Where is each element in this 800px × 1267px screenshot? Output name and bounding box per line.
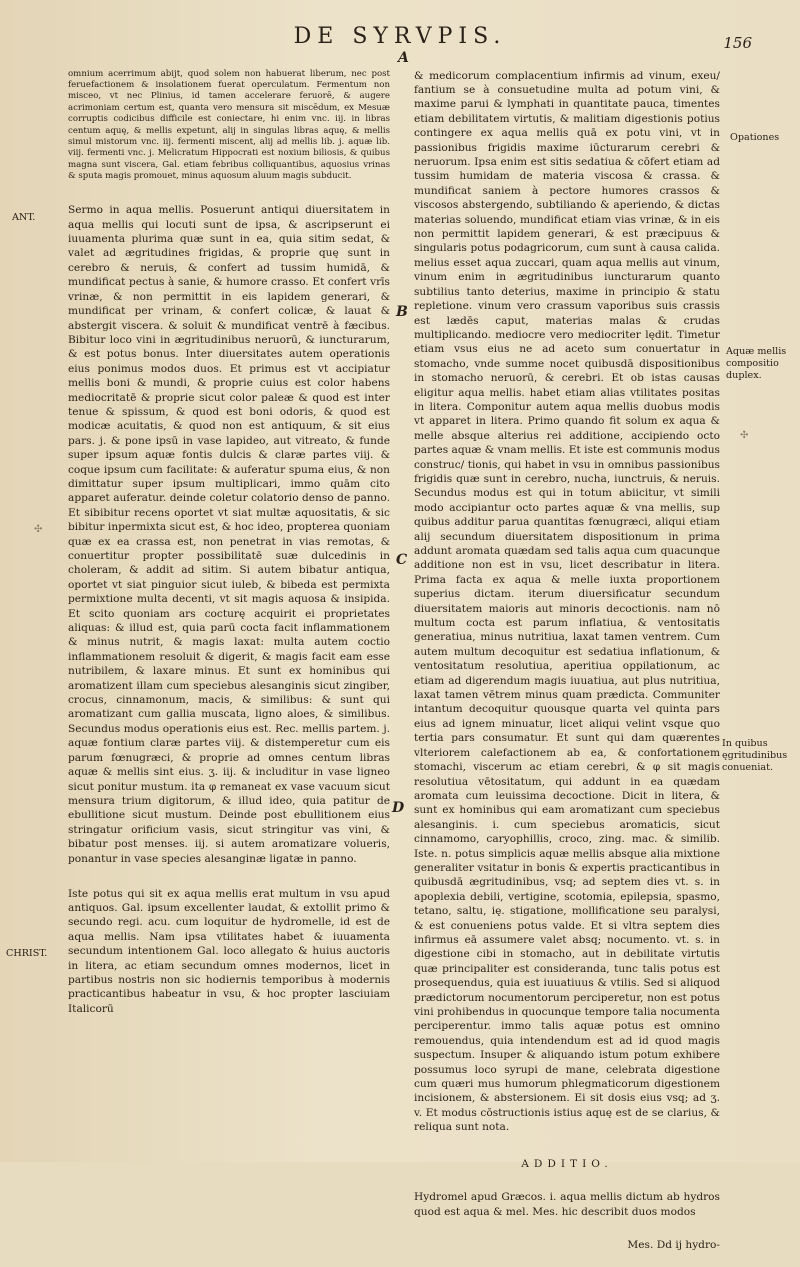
margin-ornament-left: ✣	[34, 524, 43, 535]
left-paragraph-1: Sermo in aqua mellis. Posuerunt antiqui diuersitatem in aqua mellis qui locuti sunt de ipsa, & ascripserunt ei iuuamenta plurima quæ sunt in ea, quia sitim sedat, & valet ad ægritudines frigidas, & proprie quę sunt in cerebro & neruis, & confert ad tussim humidā, & mundificat pectus à sanie, & humore crasso. Et confert vrīs vrinæ, & non permittit in eis lapidem generari, & mundificat per vrinam, & confert colicæ, & lauat & abstergit viscera. & soluit & mundificat ventrē à fæcibus. Bibitur loco vini in ægritudinibus neruorū, & iuncturarum, & est potus bonus. Inter diuersitates autem operationis eius ponimus modos duos. Et primus est vt accipiatur mellis boni & mundi, & proprie cuius est color habens mediocritatē & proprie sicut color paleæ & quod est inter tenue & spissum, & quod est boni odoris, & quod est modicæ acuitatis, & quod non est antiquum, & sit eius pars. j. & pone ipsū in vase lapideo, aut vitreato, & funde super ipsum aquæ fontis dulcis & claræ partes viij. & coque ipsum cum facilitate: & auferatur spuma eius, & non dimittatur super ipsum multiplicari, immo quām cito apparet auferatur. deinde coletur colatorio denso de panno. Et sibibitur recens oportet vt siat multæ aquositatis, & sic bibitur inpermixta sicut est, & hoc ideo, propterea quoniam quæ ex ea crassa est, non penetrat in vias remotas, & conuertitur propter possibilitatē suæ dulcedinis in choleram, & addit ad sitim. Si autem bibatur antiqua, oportet vt siat pinguior sicut iuleb, & bibeda est permixta permixtione multa decenti, vt sit magis aquosa & insipida. Et scito quoniam ars cocturę acquirit ei proprietates aliquas: & illud est, quia parū cocta facit inflammationem & minus nutrit, & magis laxat: multa autem coctio inflammationem resoluit & digerit, & magis facit eam esse nutribilem, & laxare minus. Et sunt ex hominibus qui aromatizent illam cum speciebus alesanginis sicut zingiber, crocus, cinnamonum, macis, & similibus: & sunt qui aromatizant cum gallia muscata, ligno aloes, & similibus. Secundus modus operationis eius est. Rec. mellis partem. j. aquæ fontium claræ partes viij. & distemperetur cum eis parum fœnugræci, & proprie ad omnes centum libras aquæ & mellis sint eius. ʒ. iij. & includitur in vase ligneo sicut ponitur mustum. ita φ remaneat ex vase vacuum sicut mensura trium digitorum, & illud ideo, quia patitur de ebullitione sicut mustum. Deinde post ebullitionem eius stringatur orificium vasis, sicut stringitur vas vini, & bibatur post menses. iij. si autem aromatizare volueris, ponantur in vase species alesanginæ ligatæ in panno.	[68, 204, 390, 865]
page-title: DE SYRVPIS.	[293, 24, 507, 49]
section-letter-b: B	[396, 304, 408, 320]
section-letter-c: C	[396, 552, 408, 568]
left-commentary-top: omnium acerrimum abijt, quod solem non habuerat liberum, nec post feruefactionem & insolationem fuerat operculatum. Fermentum non misceo, vt nec Plinius, id tamen accelerare feruorē, & augere acrimoniam certum est, quanta vero mensura sit miscēdum, ex Mesuæ corruptis codicibus difficile est coniectare, hi enim vnc. iij. in libras centum aquę, & mellis expetunt, alij in singulas libras aquę, & mellis simul mistorum vnc. iij. fermenti miscent, alij ad mellis lib. j. aquæ lib. viij. fermenti vnc. j. Melicratum Hippocrati est noxium biliosis, & quibus magna sunt viscera, Gal. etiam febribus colliquantibus, aquosius vrinas & sputa magis promouet, minus aquosum aluum magis subducit.	[68, 68, 390, 182]
right-column	[414, 54, 720, 1267]
margin-ant: ANT.	[12, 212, 36, 223]
margin-aquae-mellis: Aquæ mellis compositio duplex.	[726, 346, 787, 381]
addition-heading: ADDITIO.	[521, 1158, 613, 1171]
margin-opationes: Opationes	[730, 132, 780, 143]
margin-in-quibus: In quibus ęgritudinibus conueniat.	[722, 738, 788, 773]
section-letter-a: A	[398, 50, 409, 66]
page-header	[0, 20, 800, 54]
section-letter-d: D	[392, 800, 405, 816]
right-paragraph-1: & medicorum complacentium infirmis ad vinum, exeu/ fantium se à consuetudine multa ad potum vini, & maxime parui & lymphati in quantitate pauca, timentes etiam debilitatem virtutis, & malitiam digestionis potius contingere ex aqua mellis quā ex potu vini, vt in passionibus frigidis maxime iūcturarum cerebri & neruorum. Ipsa enim est sitis sedatiua & cōfert etiam ad tussim humidam de materia viscosa & crassa. & mundificat saniem à pectore humores crassos & viscosos abstergendo, subtiliando & aperiendo, & dictas materias soluendo, mundificat etiam vias vrinæ, & in eis non permittit lapidem generari, & est præcipuus & singularis potus podagricorum, cum sunt à causa calida. melius esset aqua zuccari, quam aqua mellis aut vinum, vinum enim in ægritudinibus iuncturarum quanto subtilius tanto deterius, maxime in principio & statu repletione. vinum vero crassum vaporibus suis crassis est lædēs caput, materias malas & crudas multiplicando. mediocre vero mediocriter lędit. Timetur etiam vsus eius ne ad aceto sum conuertatur in stomacho, vnde summe nocet quibusdā dispositionibus in stomacho neruorū, & cerebri. Et ob istas causas eligitur aqua mellis. habet etiam alias vtilitates positas in litera. Componitur autem aqua mellis duobus modis vt apparet in litera. Primo quando fit solum ex aqua & melle absque alterius rei additione, accipiendo octo partes aquæ & vnam mellis. Et iste est communis modus construc/ tionis, qui habet in vsu in omnibus passionibus frigidis quæ sunt in cerebro, nucha, iunctruis, & neruis. Secundus modus est qui in totum abiicitur, vt simili modo accipiantur octo partes aquæ & vna mellis, sup quibus additur parua quantitas fœnugræci, aliqui etiam alij secundum diuersitatem dispositionum in prima addunt aromata quædam sed talis aqua cum quacunque additione non est in vsu, licet describatur in litera. Prima facta ex aqua & melle iuxta proportionem superius dictam. iterum diuersificatur secundum diuersitatem maioris aut minoris decoctionis. nam nō multum cocta est parum inflatiua, & ventositatis generatiua, minus nutritiua, laxat tamen ventrem. Cum autem multum decoquitur est sedatiua inflationum, & ventositatum resolutiua, aperitiua oppilationum, ac etiam ad digerendum magis iuuatiua, aut plus nutritiua, laxat tamen vētrem minus quam prædicta. Communiter intantum decoquitur quousque quarta vel quinta pars eius ad ignem minuatur, licet aliqui velint vsque quo tertia pars consumatur. Et sunt qui dam quærentes vlteriorem calefactionem ab ea, & confortationem stomachi, viscerum ac etiam cerebri, & φ sit magis resolutiua vētositatum, qui addunt in ea quædam aromata cum leuissima decoctione. Dicit in litera, & sunt ex hominibus qui eam aromatizant cum speciebus alesanginis. i. cum speciebus aromaticis, sicut cinnamomo, caryophillis, croco, zing. mac. & similib. Iste. n. potus simplicis aquæ mellis absque alia mixtione generaliter vsitatur in bonis & expertis practicantibus in quibusdā ægritudinibus, vsq; ad septem dies vt. s. in apoplexia debili, vertigine, scotomia, epilepsia, spasmo, tetano, saltu, ię. stigatione, mollificatione seu paralysi, & est conueniens potus valde. Et si vltra septem dies infirmus eā assumere valet absq; nocumento. vt. s. in digestione cibi in stomacho, aut in debilitate virtutis quæ principaliter est consideranda, tunc talis potus est prosequendus, quia est iuuatiuus & vtilis. Sed si aliquod prædictorum nocumentorum perciperetur, non est potus vini prohibendus in quocunque tempore talia nocumenta perciperentur. immo talis aquæ potus est omnino remouendus, quia intendendum est ad id quod magis suspectum. Insuper & aliquando istum potum exhibere possumus loco syrupi de mane, celebrata digestione cum quæri mus humorum phlegmaticorum digestionem incisionem, & abstersionem. Ei sit dosis eius vsq; ad ʒ. v. Et modus cōstructionis istius aquę est de se clarius, & reliqua sunt nota.	[414, 69, 720, 1134]
folio-number: 156	[723, 34, 752, 52]
left-paragraph-2: Iste potus qui sit ex aqua mellis erat multum in vsu apud antiquos. Gal. ipsum excellenter laudat, & extollit primo & secundo regi. acu. cum loquitur de hydromelle, id est de aqua mellis. Nam ipsa vtilitates habet & iuuamenta secundum intentionem Gal. loco allegato & huius auctoris in litera, ac etiam secundum omnes modernos, licet in partibus nostris non sic hodiernis temporibus à modernis practicantibus habeatur in vsu, & hoc propter lasciuiam Italicorū	[68, 887, 390, 1015]
right-paragraph-2: Hydromel apud Græcos. i. aqua mellis dictum ab hydros quod est aqua & mel. Mes. hic describit duos modos	[414, 1191, 720, 1218]
margin-christ: CHRIST.	[6, 948, 48, 959]
left-column	[68, 54, 390, 1033]
margin-ornament-right: ✣	[740, 430, 749, 441]
catchword-line: Mes. Dd ij hydro-	[627, 1238, 720, 1251]
